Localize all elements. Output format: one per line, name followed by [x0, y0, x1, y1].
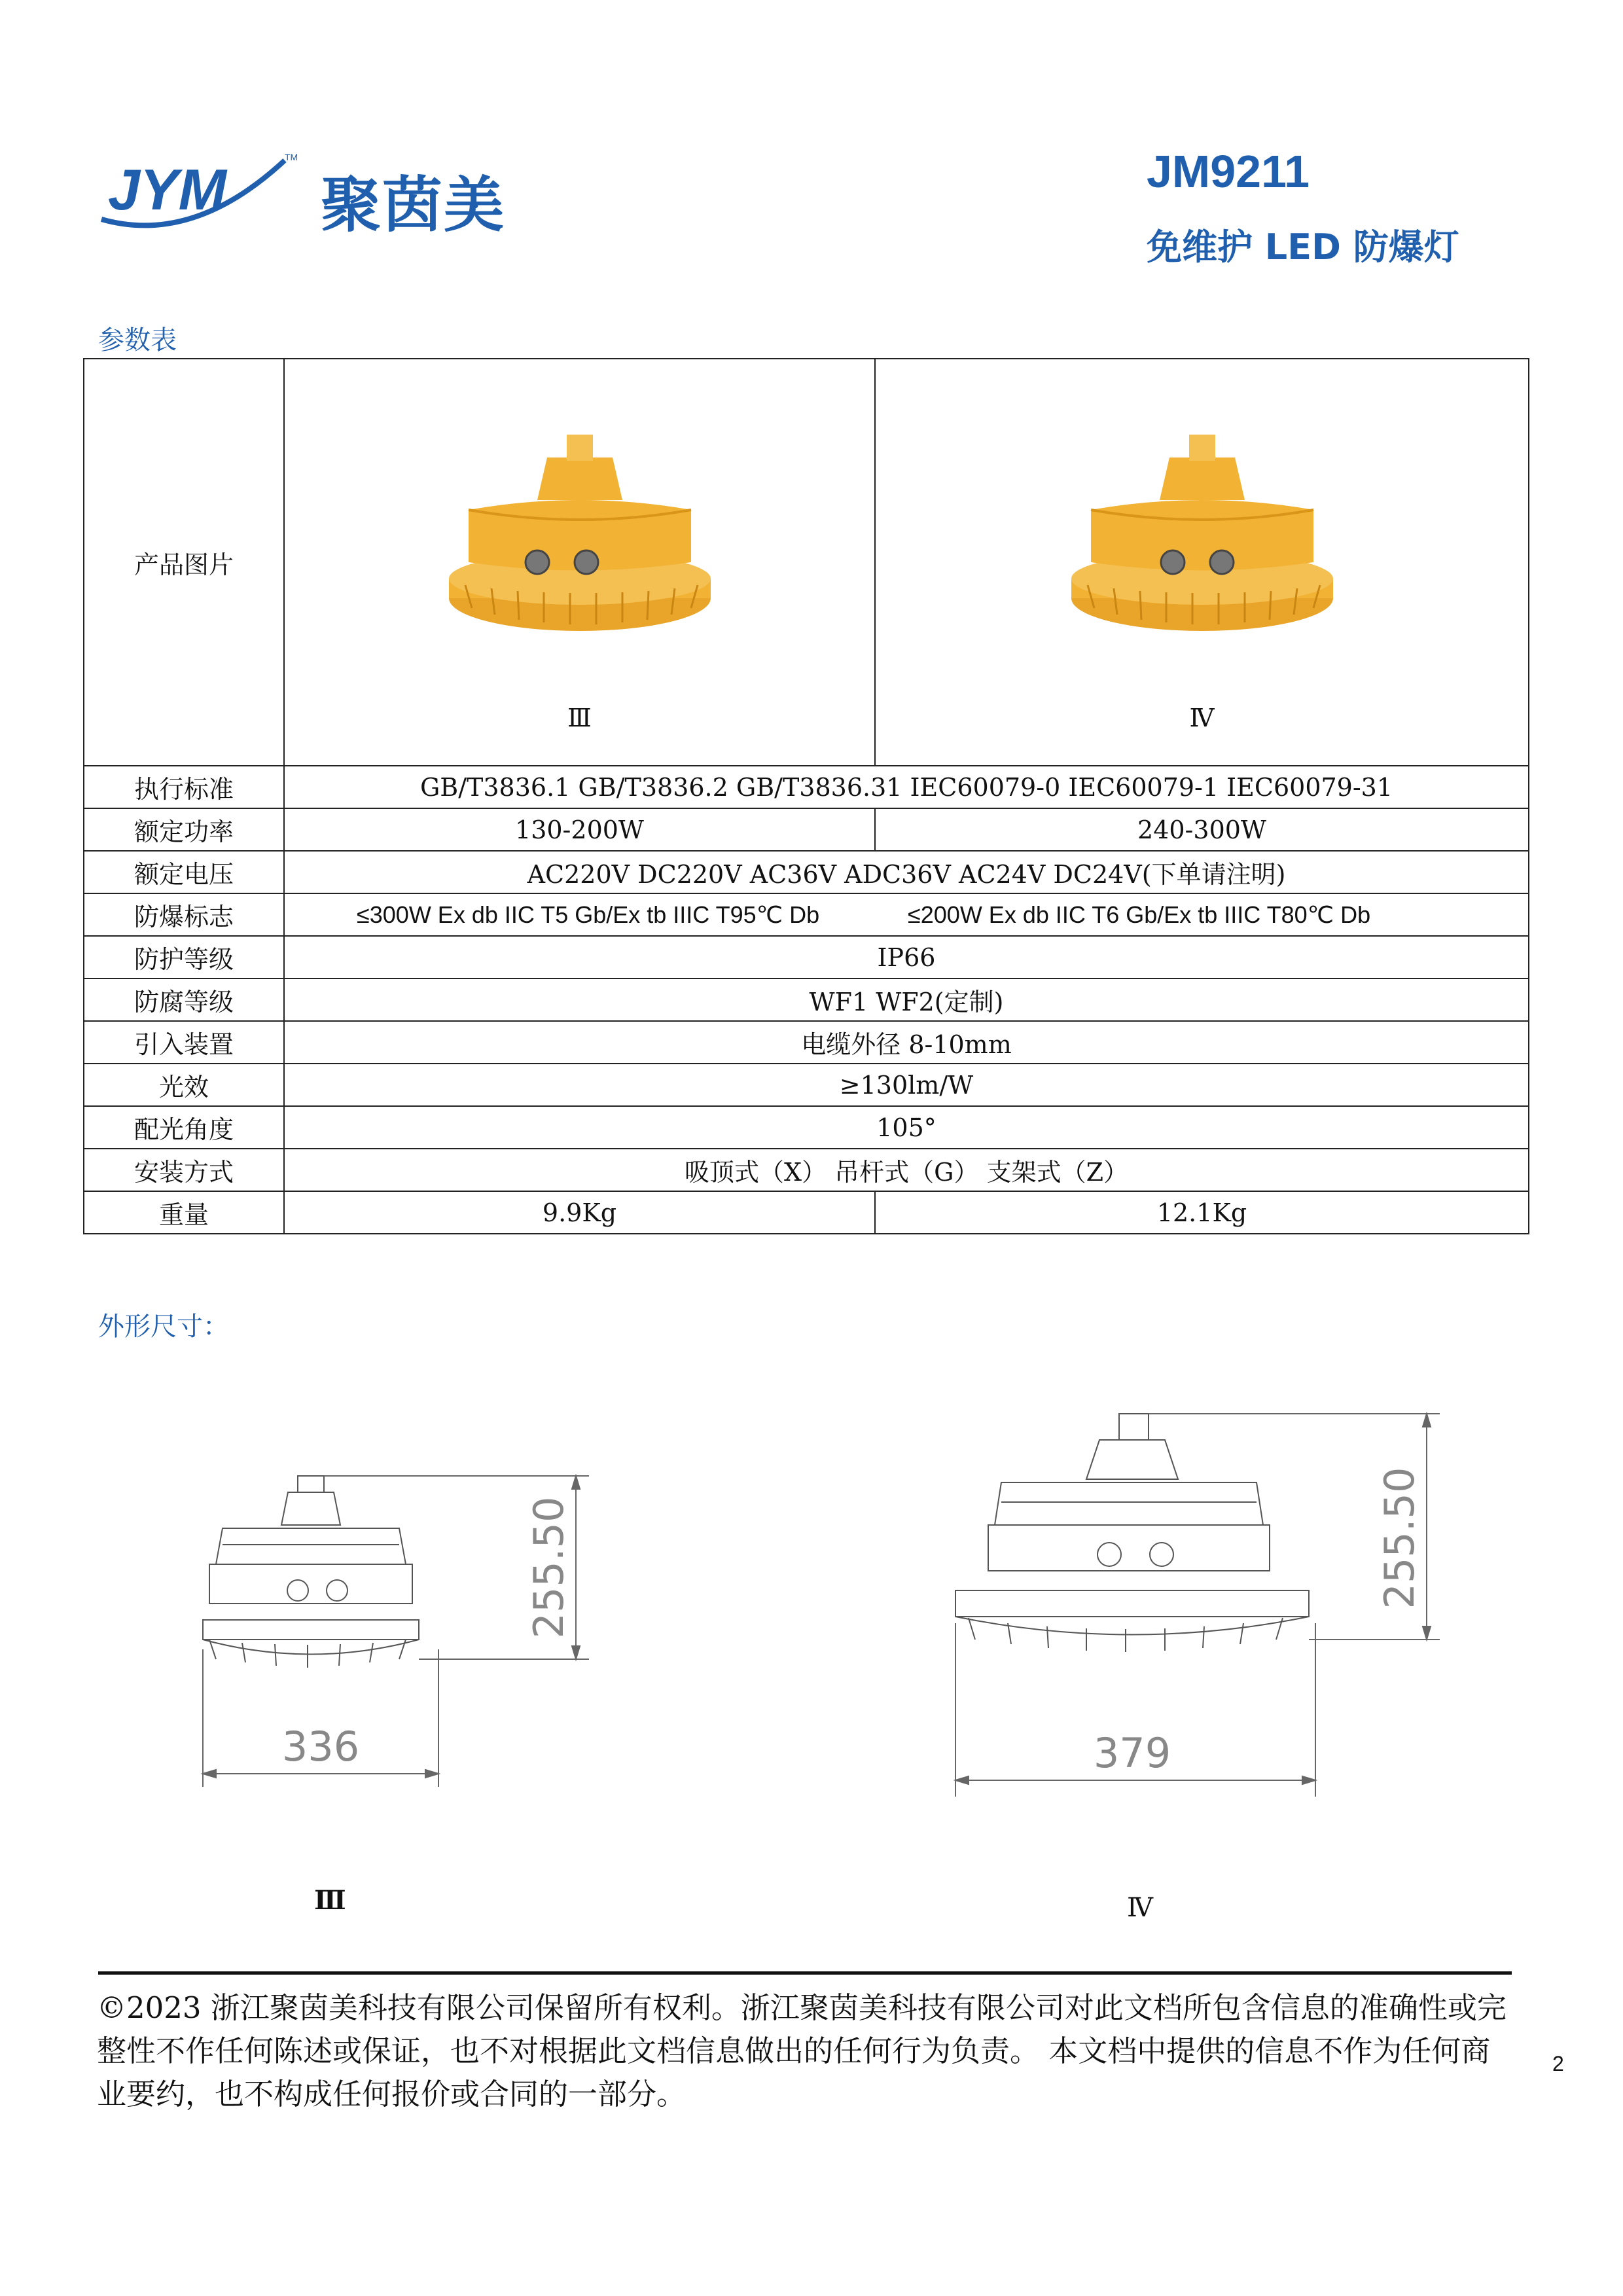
- company-logo: [95, 147, 304, 232]
- footer-divider: [98, 1971, 1512, 1975]
- row-value-left: 9.9Kg: [284, 1191, 875, 1234]
- product-photo-iii: [439, 431, 721, 641]
- row-label: 额定电压: [84, 851, 284, 893]
- footer-disclaimer: ©2023 浙江聚茵美科技有限公司保留所有权利。浙江聚茵美科技有限公司对此文档所包含信息的准确性或完整性不作任何陈述或保证，也不对根据此文档信息做出的任何行为负责。 本文档中提供的信息不作为任何商业要约，也不构成任何报价或合同的一部分。: [97, 1990, 1507, 2111]
- row-value: 电缆外径 8-10mm: [284, 1021, 1529, 1064]
- model-number: JM9211: [1147, 146, 1310, 197]
- width-dimension-iv: 379: [1093, 1729, 1171, 1777]
- row-value: IP66: [284, 936, 1529, 978]
- table-row: [84, 808, 1529, 851]
- table-row: [84, 359, 1529, 766]
- table-row: [84, 766, 1529, 808]
- table-row: [84, 893, 1529, 936]
- height-dimension-iii: 255.50: [525, 1496, 573, 1639]
- table-row: [84, 1021, 1529, 1064]
- table-row: [84, 851, 1529, 893]
- row-label: 额定功率: [84, 808, 284, 851]
- drawing-caption-iii: Ⅲ: [314, 1885, 346, 1916]
- product-name: 免维护 LED 防爆灯: [1147, 226, 1459, 268]
- dimension-drawing-iii: [183, 1466, 602, 1793]
- row-value: ≥130lm/W: [284, 1064, 1529, 1106]
- image-caption-iv: Ⅳ: [1189, 704, 1215, 732]
- table-row: [84, 936, 1529, 978]
- row-label: 防爆标志: [84, 893, 284, 936]
- page-number: 2: [1552, 2052, 1564, 2075]
- row-value: 105°: [284, 1106, 1529, 1149]
- row-label: 安装方式: [84, 1149, 284, 1191]
- row-value-right: 240-300W: [875, 808, 1529, 851]
- product-photo-iv: [1061, 431, 1343, 641]
- image-caption-iii: Ⅲ: [567, 704, 592, 732]
- table-row: [84, 1191, 1529, 1234]
- product-image-cell-iv: [875, 359, 1529, 766]
- row-value: GB/T3836.1 GB/T3836.2 GB/T3836.31 IEC60079-0 IEC60079-1 IEC60079-31: [284, 766, 1529, 808]
- ex-marking-right: ≤200W Ex db IIC T6 Gb/Ex tb IIIC T80℃ Db: [908, 901, 1371, 928]
- parameter-table: [83, 358, 1529, 1234]
- dimension-drawing-iv: [929, 1407, 1453, 1800]
- row-label: 引入装置: [84, 1021, 284, 1064]
- row-label: 重量: [84, 1191, 284, 1234]
- table-row: [84, 978, 1529, 1021]
- row-value-right: 12.1Kg: [875, 1191, 1529, 1234]
- product-image-cell-iii: [284, 359, 875, 766]
- table-row: [84, 1064, 1529, 1106]
- width-dimension-iii: 336: [281, 1723, 360, 1770]
- table-row: [84, 1149, 1529, 1191]
- row-label: 光效: [84, 1064, 284, 1106]
- row-label: 产品图片: [84, 359, 284, 766]
- row-label: 配光角度: [84, 1106, 284, 1149]
- height-dimension-iv: 255.50: [1376, 1467, 1423, 1609]
- drawing-caption-iv: Ⅳ: [1127, 1893, 1153, 1923]
- row-label: 防护等级: [84, 936, 284, 978]
- params-section-title: 参数表: [98, 325, 177, 355]
- table-row: [84, 1106, 1529, 1149]
- row-value: AC220V DC220V AC36V ADC36V AC24V DC24V(下单请注明): [284, 851, 1529, 893]
- row-value: 吸顶式（X） 吊杆式（G） 支架式（Z）: [284, 1149, 1529, 1191]
- svg-text:TM: TM: [285, 152, 298, 162]
- row-value: WF1 WF2(定制): [284, 978, 1529, 1021]
- ex-marking-left: ≤300W Ex db IIC T5 Gb/Ex tb IIIC T95℃ Db: [357, 901, 820, 928]
- row-label: 防腐等级: [84, 978, 284, 1021]
- logo-text: JYM: [108, 157, 226, 222]
- brand-name: 聚茵美: [321, 170, 506, 240]
- dimensions-section-title: 外形尺寸：: [98, 1312, 229, 1342]
- ex-marking-cell: [284, 893, 1529, 936]
- row-label: 执行标准: [84, 766, 284, 808]
- row-value-left: 130-200W: [284, 808, 875, 851]
